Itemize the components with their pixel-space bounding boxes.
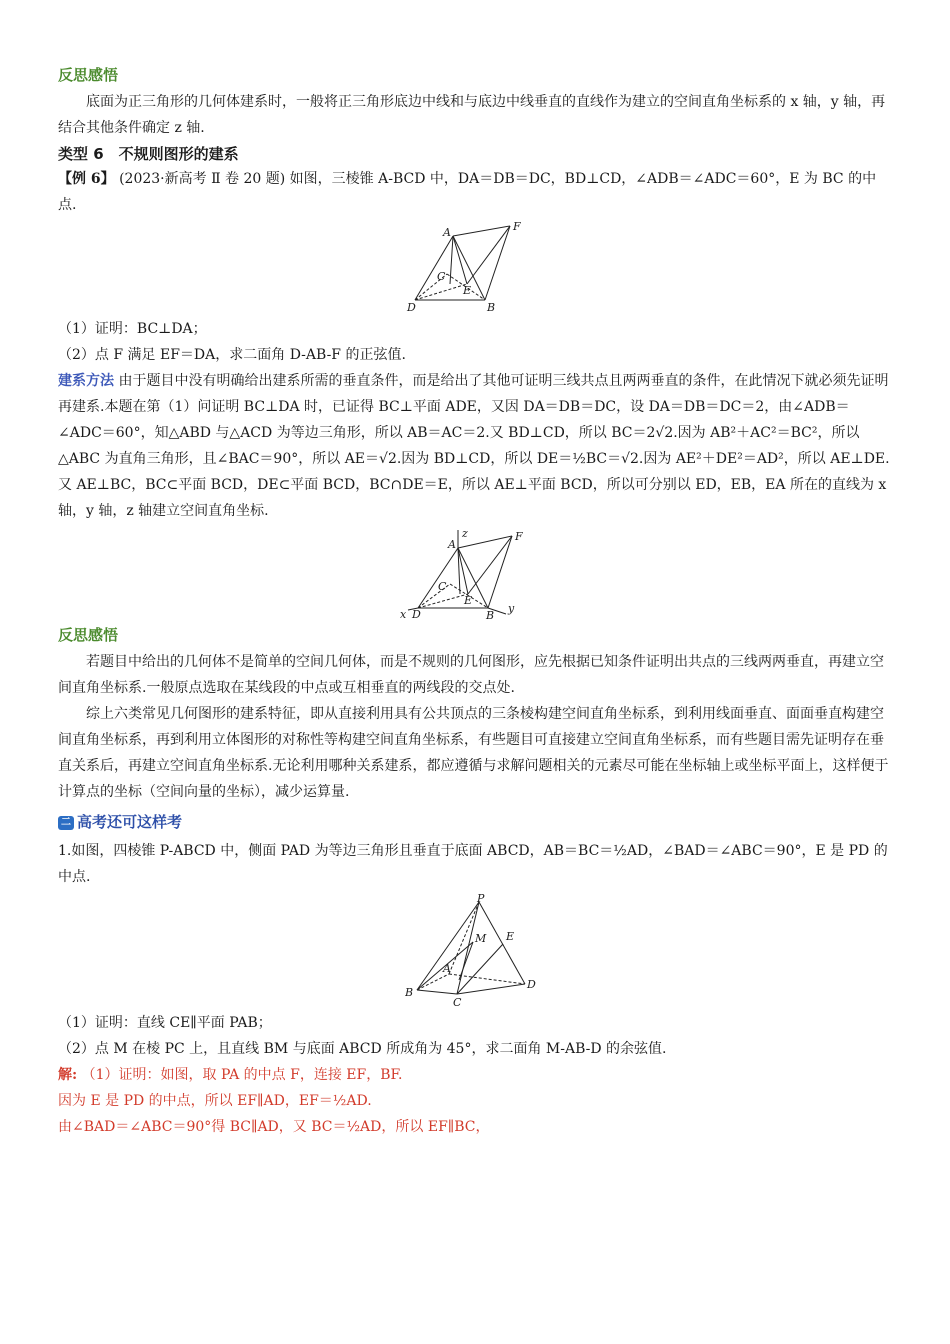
fig2-label-E: E xyxy=(464,594,473,607)
fig1-label-A: A xyxy=(443,226,451,239)
problem1-stem: 1.如图，四棱锥 P-ABCD 中，侧面 PAD 为等边三角形且垂直于底面 ABCD，AB＝BC＝½AD，∠BAD＝∠ABC＝90°，E 是 PD 的中点. xyxy=(58,843,888,885)
example6-source: (2023·新高考 Ⅱ 卷 20 题) xyxy=(119,171,286,187)
example6-label: 【例 6】 xyxy=(58,171,115,187)
page-content xyxy=(58,60,892,1140)
solution-step3: 由∠BAD＝∠ABC＝90°得 BC∥AD，又 BC＝½AD，所以 EF∥BC， xyxy=(58,1119,490,1135)
reflect1-text: 底面为正三角形的几何体建系时，一般将正三角形底边中线和与底边中线垂直的直线作为建立的空间直角坐标系的 x 轴，y 轴，再结合其他条件确定 z 轴. xyxy=(58,94,886,136)
example6-stem-line xyxy=(58,166,892,218)
fig2-label-z: z xyxy=(462,528,468,540)
fig1-label-E: E xyxy=(463,284,472,297)
section2-badge: 二 xyxy=(58,816,74,830)
method-label: 建系方法 xyxy=(58,373,114,389)
solution-step2: 因为 E 是 PD 的中点，所以 EF∥AD，EF＝½AD. xyxy=(58,1093,372,1109)
fig3-label-B: B xyxy=(405,986,414,999)
fig2-label-F: F xyxy=(515,530,523,543)
fig3-label-P: P xyxy=(477,894,485,905)
example6-q2: （2）点 F 满足 EF＝DA，求二面角 D-AB-F 的正弦值. xyxy=(58,347,406,363)
fig3-label-E: E xyxy=(506,930,515,943)
fig2-label-x: x xyxy=(400,608,407,620)
problem1-q1: （1）证明：直线 CE∥平面 PAB； xyxy=(58,1015,272,1031)
fig2-label-D: D xyxy=(412,608,421,620)
solution-label: 解: xyxy=(58,1067,78,1083)
problem1-q2: （2）点 M 在棱 PC 上，且直线 BM 与底面 ABCD 所成角为 45°，求二面角 M-AB-D 的余弦值. xyxy=(58,1041,667,1057)
problem1-solution-line1 xyxy=(58,1062,892,1088)
reflect2-heading: 反思感悟 xyxy=(58,626,119,644)
figure-tetrahedron-axes xyxy=(400,528,550,620)
fig2-label-A: A xyxy=(448,538,456,551)
fig3-label-C: C xyxy=(453,996,462,1006)
reflect2-text1: 若题目中给出的几何体不是简单的空间几何体，而是不规则的几何图形，应先根据已知条件证明出共点的三线两两垂直，再建立空间直角坐标系.一般原点选取在某线段的中点或互相垂直的两线段的交点处. xyxy=(58,654,884,696)
fig3-label-D: D xyxy=(527,978,536,991)
figure-tetrahedron xyxy=(405,222,545,312)
fig2-label-C: C xyxy=(438,580,447,593)
reflect1-heading: 反思感悟 xyxy=(58,66,119,84)
reflect2-text2: 综上六类常见几何图形的建系特征，即从直接利用具有公共顶点的三条棱构建空间直角坐标系，到利用线面垂直、面面垂直构建空间直角坐标系，再到利用立体图形的对称性等构建空间直角坐标系，有些题目可直接建立空间直角坐标系，而有些题目需先证明存在垂直关系后，再建立空间直角坐标系.无论利用哪种关系建系，都应遵循与求解问题相关的元素尽可能在坐标轴上或坐标平面上，这样便于计算点的坐标（空间向量的坐标），减少运算量. xyxy=(58,706,889,800)
fig3-label-M: M xyxy=(475,932,487,945)
fig2-label-y: y xyxy=(508,602,515,615)
fig2-label-B: B xyxy=(486,609,495,620)
example6-stem: 如图，三棱锥 A-BCD 中，DA＝DB＝DC，BD⊥CD，∠ADB＝∠ADC＝60°，E 为 BC 的中点. xyxy=(58,171,877,213)
section2-heading-line xyxy=(58,811,892,832)
method-paragraph xyxy=(58,368,892,524)
example6-q1: （1）证明：BC⊥DA； xyxy=(58,321,207,337)
type6-heading: 类型 6 不规则图形的建系 xyxy=(58,145,239,163)
section2-heading: 高考还可这样考 xyxy=(77,813,183,831)
figure-pyramid xyxy=(405,894,545,1006)
fig1-label-B: B xyxy=(487,301,496,312)
fig1-label-D: D xyxy=(407,301,416,312)
fig1-label-F: F xyxy=(513,222,521,233)
solution-step1: （1）证明：如图，取 PA 的中点 F，连接 EF，BF. xyxy=(81,1067,403,1083)
fig1-label-C: C xyxy=(437,270,446,283)
method-text: 由于题目中没有明确给出建系所需的垂直条件，而是给出了其他可证明三线共点且两两垂直的条件，在此情况下就必须先证明再建系.本题在第（1）问证明 BC⊥DA 时，已证得 BC⊥平面 ADE，又因 DA＝DB＝DC，设 DA＝DB＝DC＝2，由∠ADB＝∠ADC＝60°，知△ABD 与△ACD 为等边三角形，所以 AB＝AC＝2.又 BD⊥CD，所以 BC＝2√2.因为 AB²＋AC²＝BC²，所以△ABC 为直角三角形，且∠BAC＝90°，所以 AE＝√2.因为 BD⊥CD，所以 DE＝½BC＝√2.因为 AE²＋DE²＝AD²，所以 AE⊥DE.又 AE⊥BC，BC⊂平面 BCD，DE⊂平面 BCD，BC∩DE＝E，所以 AE⊥平面 BCD，所以可分别以 ED，EB，EA 所在的直线为 x 轴，y 轴，z 轴建立空间直角坐标. xyxy=(58,373,890,519)
fig3-label-A: A xyxy=(443,962,451,975)
